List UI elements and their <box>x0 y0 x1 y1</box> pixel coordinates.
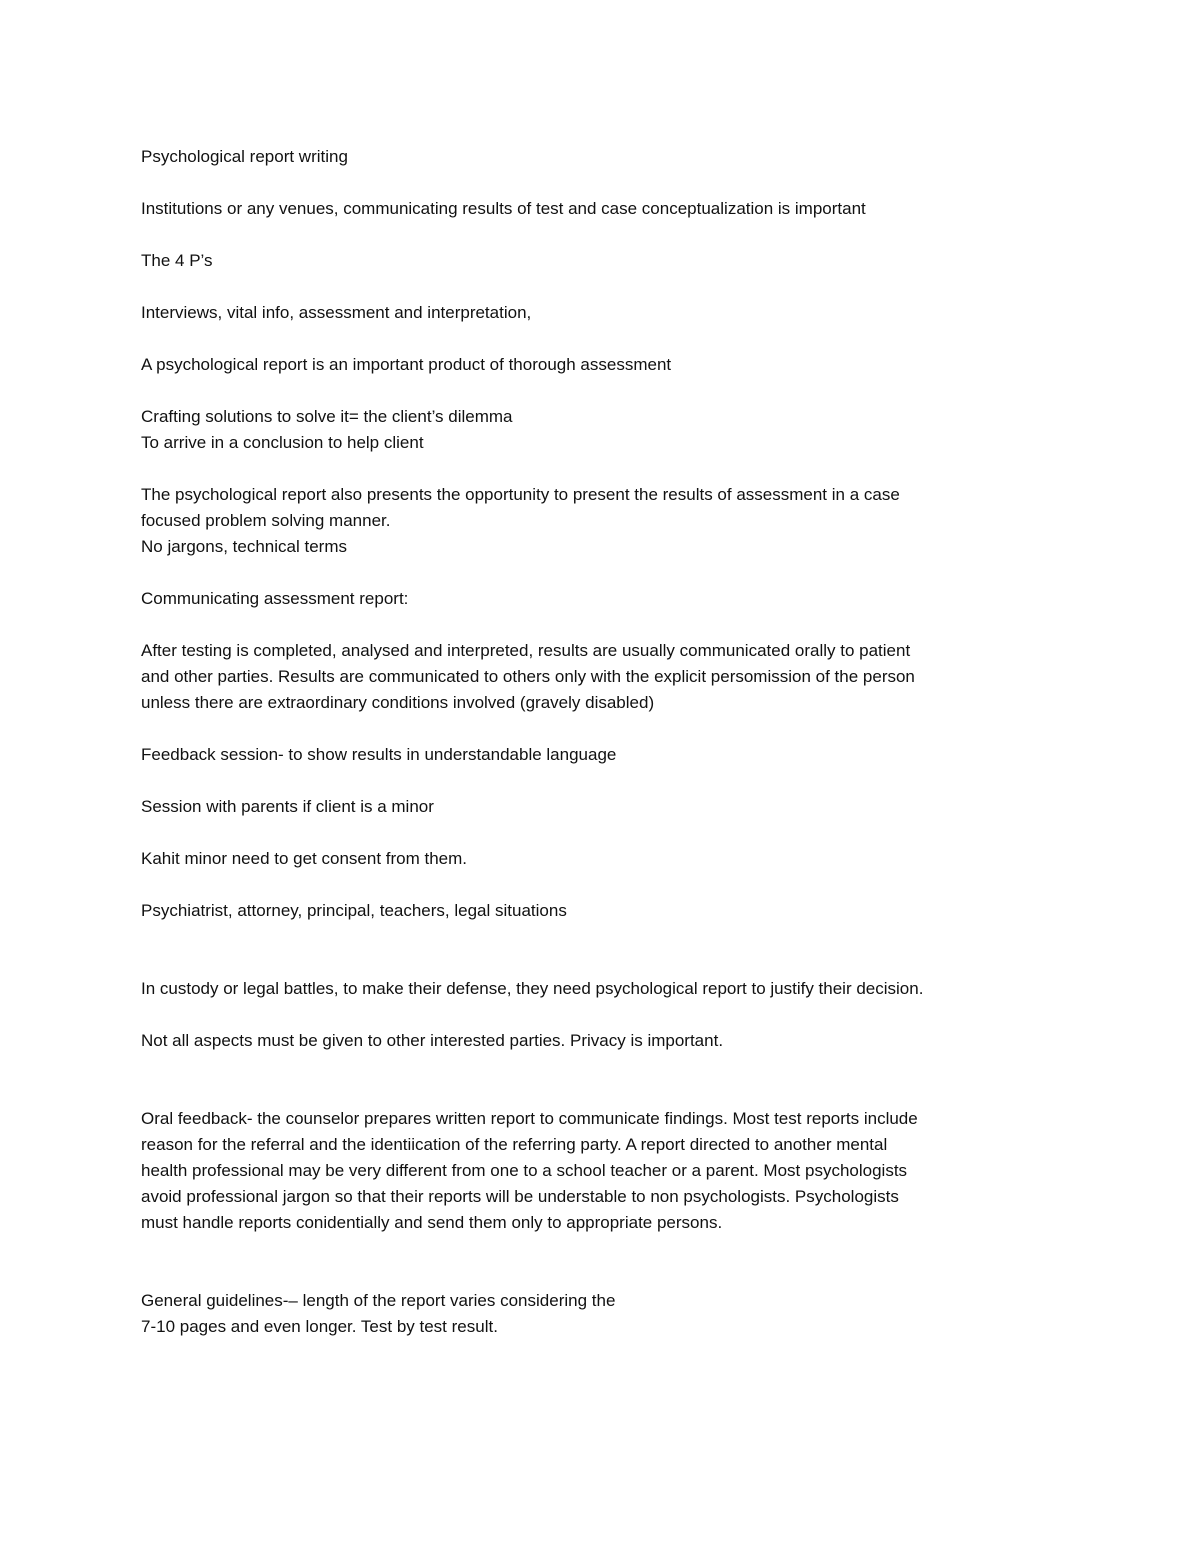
text-line: Crafting solutions to solve it= the client’s dilemma <box>141 407 513 426</box>
text-line: Feedback session- to show results in understandable language <box>141 745 617 764</box>
text-line: No jargons, technical terms <box>141 537 347 556</box>
text-line: Communicating assessment report: <box>141 589 409 608</box>
paragraph <box>141 898 1071 924</box>
paragraph <box>141 742 1071 768</box>
text-line: General guidelines-– length of the report varies considering the <box>141 1291 616 1310</box>
text-line: After testing is completed, analysed and interpreted, results are usually communicated orally to patient <box>141 641 911 660</box>
paragraph <box>141 976 1071 1002</box>
paragraph <box>141 1288 1071 1340</box>
text-line: The psychological report also presents the opportunity to present the results of assessment in a case <box>141 485 900 504</box>
text-line: avoid professional jargon so that their reports will be understable to non psychologists. Psychologists <box>141 1187 899 1206</box>
paragraph <box>141 846 1071 872</box>
text-line: focused problem solving manner. <box>141 511 391 530</box>
section-heading <box>141 586 1071 612</box>
paragraph <box>141 196 1071 222</box>
paragraph <box>141 300 1071 326</box>
text-line: Kahit minor need to get consent from them. <box>141 849 468 868</box>
text-line: Interviews, vital info, assessment and interpretation, <box>141 303 532 322</box>
text-line: Psychiatrist, attorney, principal, teachers, legal situations <box>141 901 567 920</box>
text-line: 7-10 pages and even longer. Test by test result. <box>141 1317 498 1336</box>
text-line: Not all aspects must be given to other interested parties. Privacy is important. <box>141 1031 724 1050</box>
paragraph <box>141 638 1071 716</box>
text-line: reason for the referral and the identiication of the referring party. A report directed to another mental <box>141 1135 888 1154</box>
blank-line <box>141 1080 1071 1106</box>
text-line: The 4 P’s <box>141 251 213 270</box>
text-line: health professional may be very different from one to a school teacher or a parent. Most psychologists <box>141 1161 908 1180</box>
paragraph <box>141 1028 1071 1054</box>
paragraph <box>141 1106 1071 1236</box>
text-line: Institutions or any venues, communicating results of test and case conceptualization is important <box>141 199 866 218</box>
document-title: Psychological report writing <box>141 147 348 166</box>
paragraph <box>141 248 1071 274</box>
text-line: Oral feedback- the counselor prepares written report to communicate findings. Most test reports include <box>141 1109 918 1128</box>
paragraph <box>141 404 1071 456</box>
paragraph <box>141 352 1071 378</box>
text-line: must handle reports conidentially and send them only to appropriate persons. <box>141 1213 723 1232</box>
blank-line <box>141 1262 1071 1288</box>
blank-line <box>141 950 1071 976</box>
text-line: and other parties. Results are communicated to others only with the explicit persomission of the person <box>141 667 915 686</box>
text-line: A psychological report is an important product of thorough assessment <box>141 355 672 374</box>
text-line: In custody or legal battles, to make their defense, they need psychological report to justify their decision. <box>141 979 924 998</box>
text-line: To arrive in a conclusion to help client <box>141 433 424 452</box>
text-line: Session with parents if client is a minor <box>141 797 434 816</box>
text-line: unless there are extraordinary conditions involved (gravely disabled) <box>141 693 655 712</box>
paragraph <box>141 794 1071 820</box>
document-body <box>141 144 1071 1366</box>
paragraph <box>141 482 1071 560</box>
